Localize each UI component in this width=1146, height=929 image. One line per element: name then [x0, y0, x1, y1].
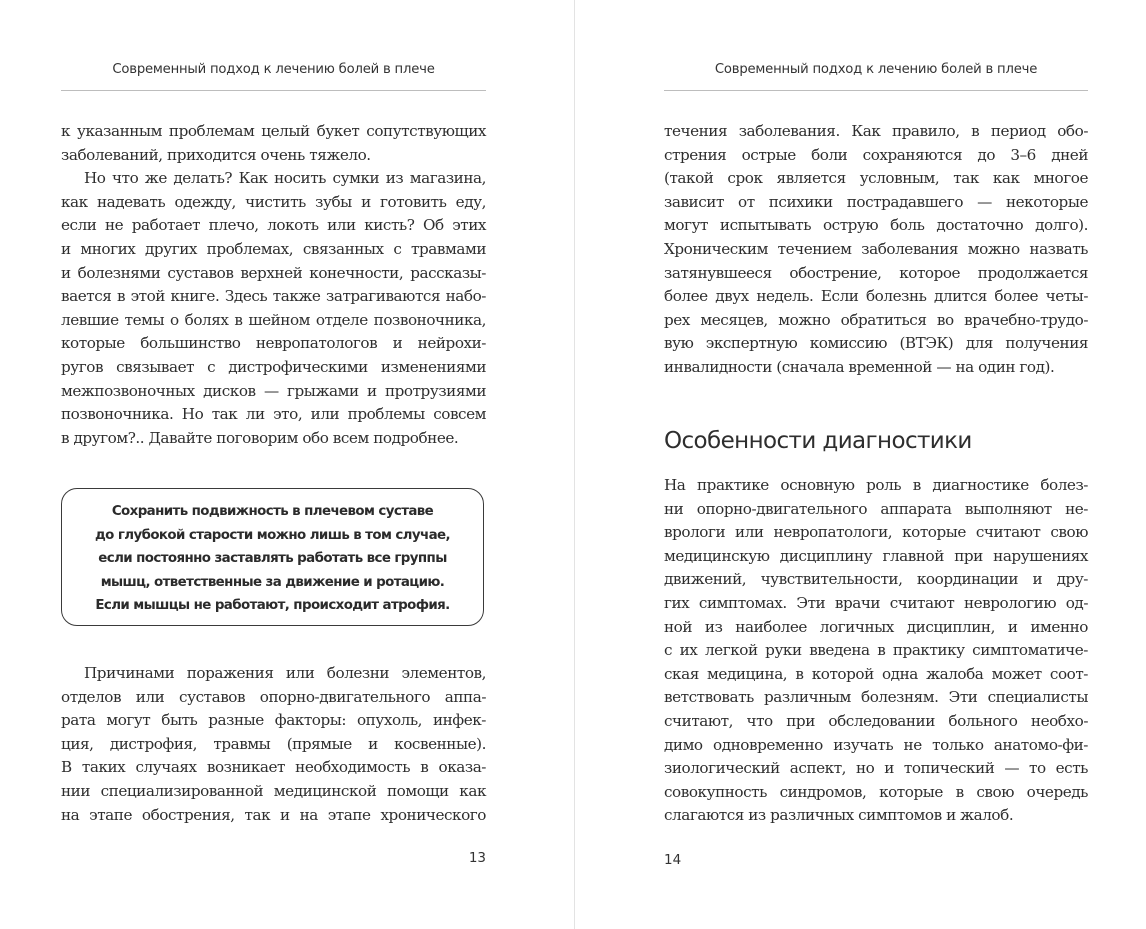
text-line: инвалидности (сначала временной — на один год).: [664, 357, 1055, 376]
text-line: (такой срок является условным, так как многое: [664, 169, 1088, 188]
paragraph-continued: [664, 120, 1088, 380]
left-page: [61, 0, 486, 929]
page-number: 14: [664, 852, 682, 868]
text-line: ветствовать различным болезням. Эти специалисты: [664, 688, 1088, 707]
page-number: 13: [468, 850, 486, 866]
text-line: движений, чувствительности, координации и дру-: [664, 570, 1088, 589]
text-line: В таких случаях возникает необходимость в оказа-: [61, 758, 486, 777]
callout-line: до глубокой старости можно лишь в том случае,: [94, 527, 451, 543]
text-line: если не работает плечо, локоть или кисть? Об этих: [61, 216, 486, 235]
text-line: течения заболевания. Как правило, в период обо-: [664, 122, 1088, 140]
text-line: к указанным проблемам целый букет сопутствующих: [61, 122, 486, 140]
text-line: в другом?.. Давайте поговорим обо всем подробнее.: [61, 428, 459, 447]
text-line: димо одновременно изучать не только анатомо-фи-: [664, 735, 1088, 754]
text-line: слагаются из различных симптомов и жалоб.: [664, 806, 1014, 825]
section-heading: Особенности диагностики: [664, 428, 972, 454]
callout-box: [61, 488, 484, 626]
gutter-divider: [574, 0, 575, 929]
text-line: врологи или невропатологи, которые считают свою: [664, 523, 1088, 542]
text-line: считают, что при обследовании больного необхо-: [664, 711, 1088, 730]
callout-line: если постоянно заставлять работать все группы: [98, 551, 447, 567]
header-rule: [664, 90, 1088, 91]
paragraph: [61, 662, 486, 827]
text-line: гих симптомах. Эти врачи считают неврологию од-: [664, 593, 1088, 612]
text-line: вается в этой книге. Здесь также затрагиваются набо-: [61, 287, 486, 306]
header-rule: [61, 90, 486, 91]
text-line: стрения острые боли сохраняются до 3–6 дней: [664, 145, 1088, 164]
text-line: зависит от психики пострадавшего — некоторые: [664, 192, 1088, 211]
text-line: которые большинство невропатологов и нейрохи-: [61, 334, 486, 353]
text-line: более двух недель. Если болезнь длится более четы-: [664, 287, 1088, 306]
text-line: могут испытывать острую боль достаточно долго).: [664, 216, 1088, 235]
text-line: нии специализированной медицинской помощи как: [61, 781, 486, 800]
paragraph: [664, 474, 1088, 828]
text-line: позвоночника. Но так ли это, или проблемы совсем: [61, 405, 486, 424]
text-line: ной из наиболее логичных дисциплин, и именно: [664, 617, 1088, 636]
text-line: Причинами поражения или болезни элементов,: [84, 664, 486, 682]
text-line: ругов связывает с дистрофическими изменениями: [61, 357, 486, 376]
text-line: межпозвоночных дисков — грыжами и протрузиями: [61, 381, 486, 400]
text-line: ция, дистрофия, травмы (прямые и косвенные).: [61, 734, 486, 753]
text-line: ская медицина, в которой одна жалоба может соот-: [664, 664, 1088, 683]
running-head: Современный подход к лечению болей в плече: [112, 62, 435, 77]
text-line: как надевать одежду, чистить зубы и готовить еду,: [61, 192, 486, 211]
running-head: Современный подход к лечению болей в плече: [714, 62, 1038, 77]
text-line: на этапе обострения, так и на этапе хронического: [61, 805, 486, 824]
text-line: ни опорно-двигательного аппарата выполняют не-: [664, 499, 1088, 518]
text-line: рата могут быть разные факторы: опухоль, инфек-: [61, 711, 486, 730]
text-line: и болезнями суставов верхней конечности, рассказы-: [61, 263, 486, 282]
text-line: Хроническим течением заболевания можно назвать: [664, 239, 1088, 258]
text-line: совокупность синдромов, которые в свою очередь: [664, 782, 1088, 801]
text-line: левшие темы о болях в шейном отделе позвоночника,: [61, 310, 486, 329]
text-line: вую экспертную комиссию (ВТЭК) для получения: [664, 334, 1088, 353]
text-line: рех месяцев, можно обратиться во врачебно-трудо-: [664, 310, 1088, 329]
text-line: зиологический аспект, но и топический — то есть: [664, 759, 1088, 778]
callout-line: Если мышцы не работают, происходит атрофия.: [95, 598, 450, 614]
paragraph-continued: [61, 120, 486, 450]
text-line: отделов или суставов опорно-двигательного аппа-: [61, 687, 486, 706]
text-line: затянувшееся обострение, которое продолжается: [664, 263, 1088, 282]
right-page: [664, 0, 1088, 929]
callout-line: Сохранить подвижность в плечевом суставе: [111, 504, 434, 519]
text-line: На практике основную роль в диагностике болез-: [664, 476, 1088, 494]
text-line: заболеваний, приходится очень тяжело.: [61, 145, 371, 164]
text-line: с их легкой руки введена в практику симптоматиче-: [664, 641, 1088, 660]
text-line: медицинскую дисциплину главной при нарушениях: [664, 546, 1088, 565]
callout-line: мышц, ответственные за движение и ротацию.: [100, 574, 445, 590]
text-line: Но что же делать? Как носить сумки из магазина,: [84, 169, 486, 188]
text-line: и многих других проблемах, связанных с травмами: [61, 239, 486, 258]
